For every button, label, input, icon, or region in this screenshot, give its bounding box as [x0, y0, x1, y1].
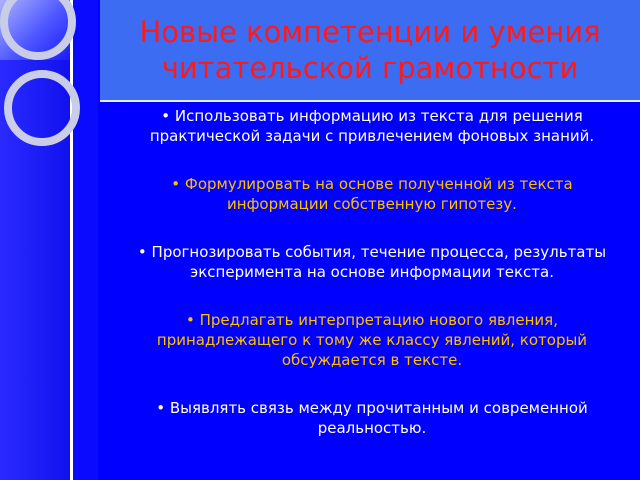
- circle-ring-icon: [8, 74, 76, 142]
- bullet-1-line1: • Использовать информацию из текста для решения: [161, 107, 583, 125]
- bullet-5-line2: реальностью.: [317, 419, 427, 437]
- bullet-2-line2: информации собственную гипотезу.: [227, 195, 517, 213]
- bullet-1-line2: практической задачи с привлечением фоновых знаний.: [149, 127, 595, 145]
- bullet-3-line1: • Прогнозировать события, течение процесса, результаты: [137, 243, 607, 261]
- circle-ring-icon: [4, 0, 72, 56]
- bullet-item-5: [112, 398, 632, 438]
- bullet-4-line1: • Предлагать интерпретацию нового явления,: [186, 311, 558, 329]
- slide-title-line2: читательской грамотности: [161, 51, 579, 85]
- bullet-item-4: [112, 310, 632, 370]
- slide-title-line1: Новые компетенции и умения: [139, 15, 601, 49]
- bullet-item-3: [112, 242, 632, 282]
- slide-title: [100, 14, 640, 86]
- decor-rings: [0, 0, 110, 200]
- bullet-4-line2: принадлежащего к тому же классу явлений, который: [156, 331, 588, 349]
- bullet-4-line3: обсуждается в тексте.: [281, 351, 463, 369]
- bullet-item-1: [112, 106, 632, 146]
- bullet-5-line1: • Выявлять связь между прочитанным и современной: [156, 399, 588, 417]
- bullet-3-line2: эксперимента на основе информации текста.: [190, 263, 554, 281]
- bullet-2-line1: • Формулировать на основе полученной из текста: [171, 175, 573, 193]
- bullet-item-2: [112, 174, 632, 214]
